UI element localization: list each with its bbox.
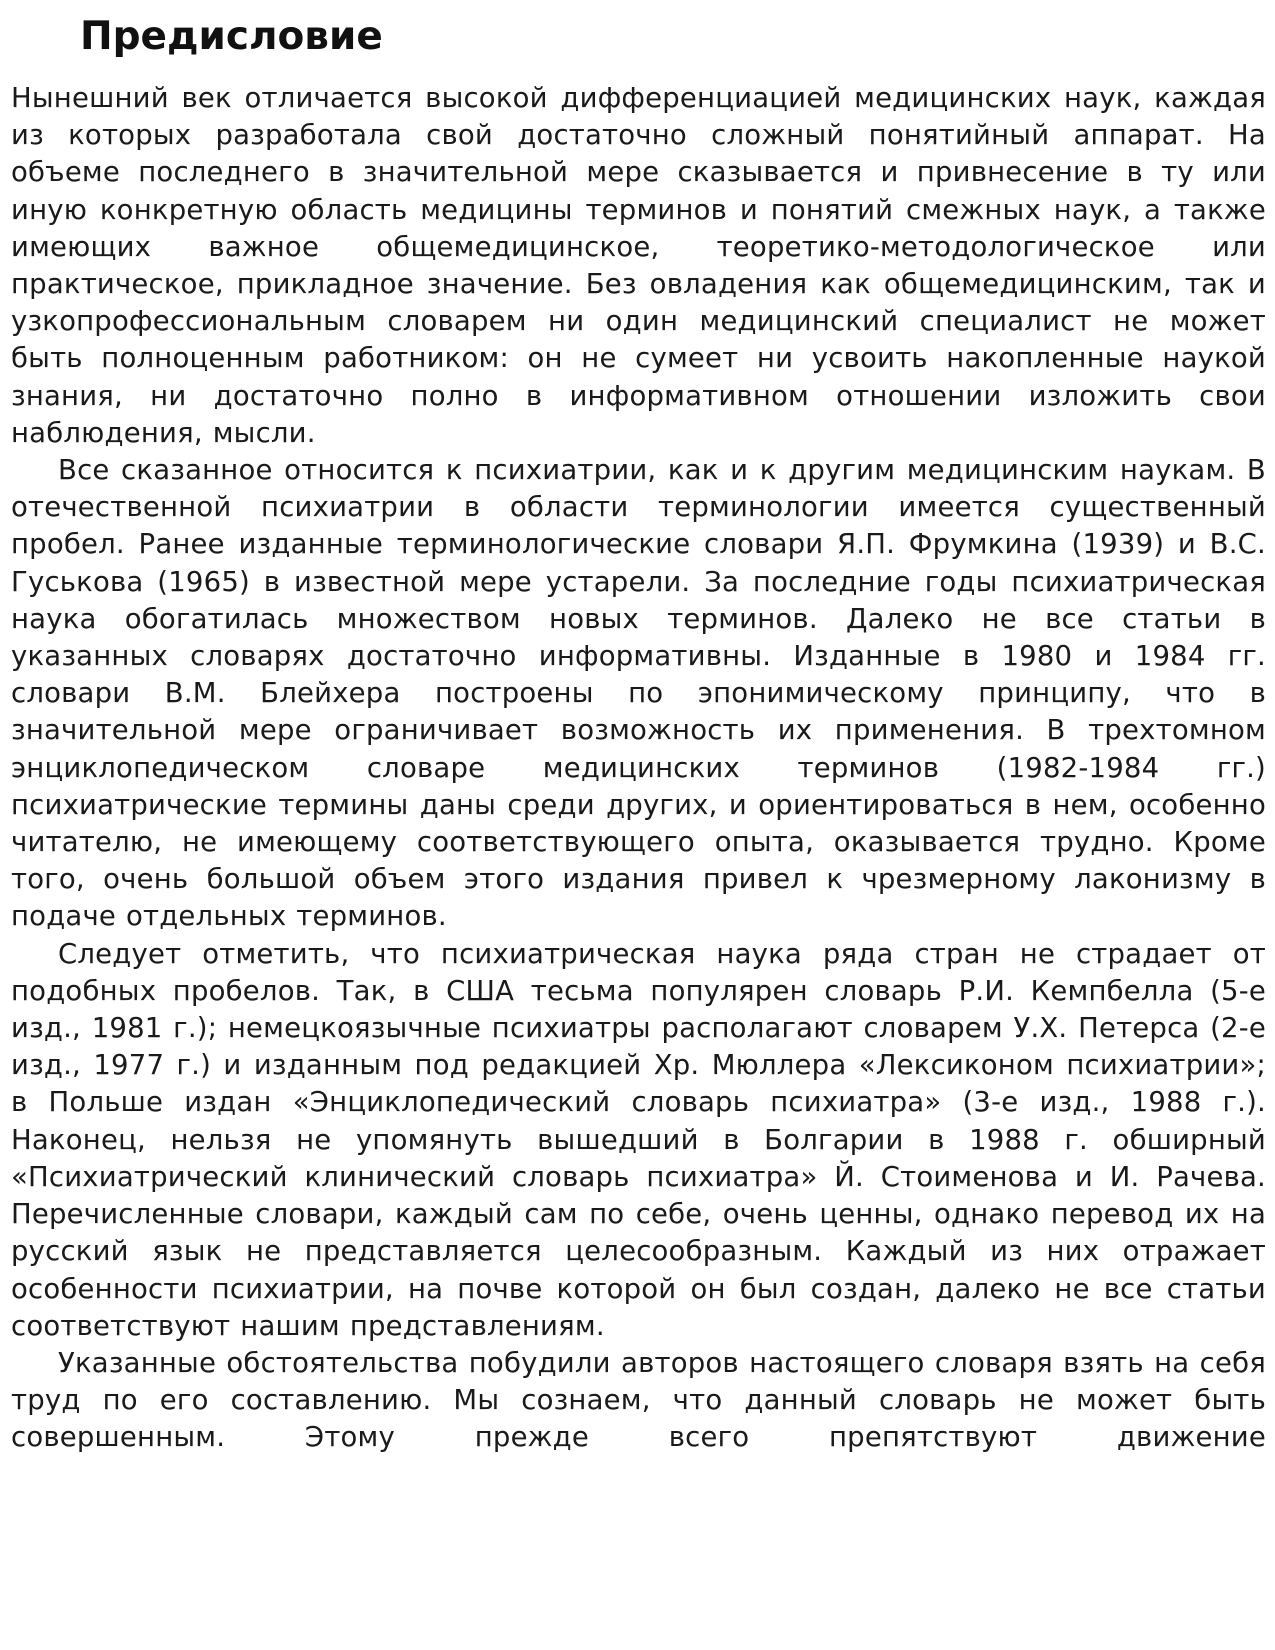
document-page [11, 0, 1266, 1457]
paragraph-3: Следует отметить, что психиатрическая наука ряда стран не страдает от подобных пробелов. Так, в США тесьма популярен словарь Р.И. Кемпбелла (5-е изд., 1981 г.); немецкоязычные психиатры располагают словарем У.Х. Петерса (2-е изд., 1977 г.) и изданным под редакцией Хр. Мюллера «Лексиконом психиатрии»; в Польше издан «Энциклопедический словарь психиатра» (3-е изд., 1988 г.). Наконец, нельзя не упомянуть вышедший в Болгарии в 1988 г. обширный «Психиатрический клинический словарь психиатра» Й. Стоименова и И. Рачева. Перечисленные словари, каждый сам по себе, очень ценны, однако перевод их на русский язык не представляется целесообразным. Каждый из них отражает особенности психиатрии, на почве которой он был создан, далеко не все статьи соответствуют нашим представлениям. [11, 937, 1266, 1342]
paragraph-2: Все сказанное относится к психиатрии, как и к другим медицинским наукам. В отечественной психиатрии в области терминологии имеется существенный пробел. Ранее изданные терминологические словари Я.П. Фрумкина (1939) и В.С. Гуськова (1965) в известной мере устарели. За последние годы психиатрическая наука обогатилась множеством новых терминов. Далеко не все статьи в указанных словарях достаточно информативны. Изданные в 1980 и 1984 гг. словари В.М. Блейхера построены по эпонимическому принципу, что в значительной мере ограничивает возможность их применения. В трехтомном энциклопедическом словаре медицинских терминов (1982-1984 гг.) психиатрические термины даны среди других, и ориентироваться в нем, особенно читателю, не имеющему соответствующего опыта, оказывается трудно. Кроме того, очень большой объем этого издания привел к чрезмерному лаконизму в подаче отдельных терминов. [11, 454, 1266, 933]
paragraph-4: Указанные обстоятельства побудили авторов настоящего словаря взять на себя труд по его составлению. Мы сознаем, что данный словарь не может быть совершенным. Этому прежде всего препятствуют движение [11, 1346, 1266, 1454]
page-title: Предисловие [80, 14, 383, 59]
paragraph-1: Нынешний век отличается высокой дифференциацией медицинских наук, каждая из которых разработала свой достаточно сложный понятийный аппарат. На объеме последнего в значительной мере сказывается и привнесение в ту или иную конкретную область медицины терминов и понятий смежных наук, а также имеющих важное общемедицинское, теоретико-методологическое или практическое, прикладное значение. Без овладения как общемедицинским, так и узкопрофессиональным словарем ни один медицинский специалист не может быть полноценным работником: он не сумеет ни усвоить накопленные наукой знания, ни достаточно полно в информативном отношении изложить свои наблюдения, мысли. [11, 82, 1266, 449]
